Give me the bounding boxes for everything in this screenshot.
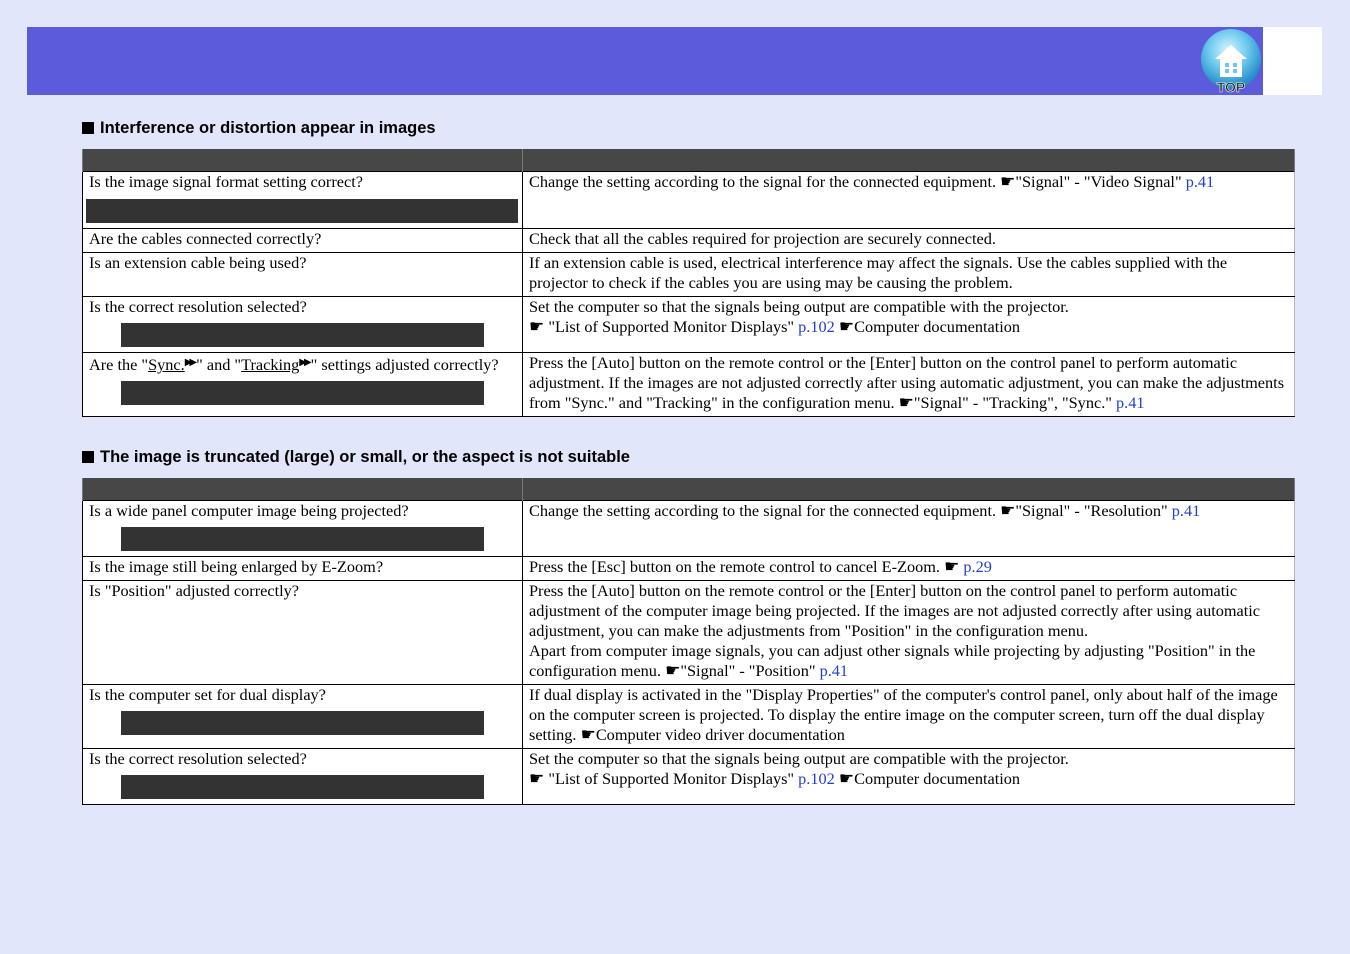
remedy-text: Change the setting according to the signal for the connected equipment. — [529, 501, 1001, 520]
table-row — [83, 501, 1295, 557]
remedy-text: Press the [Auto] button on the remote control or the [Enter] button on the control panel to perform automatic adjustment of the computer image being projected. If the images are not adjusted correctly after using automatic adjustment, you can make the adjustments from "Position" in the configuration menu. — [529, 581, 1261, 640]
hand-pointer-icon: ☛ — [1000, 172, 1016, 191]
redacted-bar — [121, 527, 484, 551]
hand-pointer-icon: ☛ — [944, 557, 960, 576]
redacted-bar — [121, 323, 484, 347]
table-row — [83, 581, 1295, 685]
table-row — [83, 297, 1295, 353]
glossary-arrow-icon: ▶▶ — [184, 357, 195, 368]
troubleshooting-table — [82, 478, 1295, 805]
glossary-link-sync[interactable]: Sync. — [148, 355, 185, 374]
page-link[interactable]: p.41 — [1115, 393, 1145, 412]
check-text: Are the "Sync.▶▶ " and "Tracking▶▶ " settings adjusted correctly? — [89, 355, 499, 374]
table-row — [83, 172, 1295, 229]
check-text: Is an extension cable being used? — [89, 253, 307, 272]
hand-pointer-icon: ☛ — [529, 769, 545, 788]
table-row — [83, 353, 1295, 417]
check-text: Is the correct resolution selected? — [89, 749, 307, 768]
remedy-ref: "Signal" - "Video Signal" — [1015, 172, 1186, 191]
remedy-text: Press the [Esc] button on the remote control to cancel E-Zoom. — [529, 557, 945, 576]
remedy-text: Press the [Auto] button on the remote control or the [Enter] button on the control panel to perform automatic adjustment. If the images are not adjusted correctly after using automatic adjustment, you can make the adjustments from "Sync." and "Tracking" in the configuration menu. — [529, 353, 1285, 412]
troubleshooting-table — [82, 149, 1295, 417]
remedy-ref: Computer documentation — [854, 317, 1021, 336]
header-banner — [27, 27, 1263, 95]
glossary-link-tracking[interactable]: Tracking — [241, 355, 300, 374]
redacted-bar — [86, 199, 518, 223]
section-title: Interference or distortion appear in images — [82, 119, 436, 138]
redacted-bar — [121, 775, 484, 799]
remedy-ref: "List of Supported Monitor Displays" — [544, 317, 799, 336]
table-header-row — [83, 478, 1295, 501]
redacted-bar — [121, 711, 484, 735]
redacted-bar — [121, 381, 484, 405]
remedy-ref: Computer video driver documentation — [595, 725, 845, 744]
check-text: Is a wide panel computer image being projected? — [89, 501, 409, 520]
hand-pointer-icon: ☛ — [1000, 501, 1016, 520]
remedy-text: If an extension cable is used, electrical interference may affect the signals. Use the cables supplied with the projector to check if the cables you are using may be causing the problem. — [529, 253, 1228, 292]
remedy-text: Apart from computer image signals, you can adjust other signals while projecting by adjusting "Position" in the configuration menu. — [529, 641, 1256, 680]
remedy-text: Check that all the cables required for projection are securely connected. — [529, 229, 996, 248]
page-link[interactable]: p.41 — [1171, 501, 1201, 520]
check-text: Is "Position" adjusted correctly? — [89, 581, 299, 600]
house-icon — [1200, 29, 1264, 93]
header-page-area — [1263, 27, 1322, 95]
remedy-text: If dual display is activated in the "Display Properties" of the computer's control panel, only about half of the image on the computer screen is projected. To display the entire image on the computer screen, turn off the dual display setting. — [529, 685, 1278, 744]
remedy-ref: "Signal" - "Tracking", "Sync." — [913, 393, 1116, 412]
section-title: The image is truncated (large) or small, or the aspect is not suitable — [82, 448, 630, 467]
page-link[interactable]: p.41 — [819, 661, 849, 680]
table-row — [83, 557, 1295, 581]
remedy-text: Set the computer so that the signals being output are compatible with the projector. — [529, 297, 1069, 316]
remedy-ref: Computer documentation — [854, 769, 1021, 788]
table-row — [83, 253, 1295, 297]
table-row — [83, 685, 1295, 749]
top-button[interactable] — [1200, 29, 1264, 93]
hand-pointer-icon: ☛ — [898, 393, 914, 412]
page-link[interactable]: p.102 — [798, 317, 835, 336]
table-header-row — [83, 149, 1295, 172]
hand-pointer-icon: ☛ — [580, 725, 596, 744]
page-link[interactable]: p.102 — [798, 769, 835, 788]
hand-pointer-icon: ☛ — [529, 317, 545, 336]
remedy-ref: "Signal" - "Position" — [680, 661, 820, 680]
square-bullet-icon — [82, 451, 94, 463]
check-text: Is the correct resolution selected? — [89, 297, 307, 316]
page-link[interactable]: p.41 — [1185, 172, 1215, 191]
page-link[interactable]: p.29 — [963, 557, 992, 576]
remedy-ref: "List of Supported Monitor Displays" — [544, 769, 799, 788]
square-bullet-icon — [82, 122, 94, 134]
remedy-text: Set the computer so that the signals being output are compatible with the projector. — [529, 749, 1069, 768]
check-text: Is the image still being enlarged by E-Zoom? — [89, 557, 384, 576]
remedy-ref: "Signal" - "Resolution" — [1015, 501, 1172, 520]
glossary-arrow-icon: ▶▶ — [299, 357, 309, 368]
check-text: Are the cables connected correctly? — [89, 229, 322, 248]
remedy-text: Change the setting according to the signal for the connected equipment. — [529, 172, 1001, 191]
hand-pointer-icon: ☛ — [665, 661, 681, 680]
top-label: TOP — [1216, 79, 1246, 93]
hand-pointer-icon: ☛ — [838, 317, 855, 336]
table-row — [83, 749, 1295, 805]
table-row — [83, 229, 1295, 253]
check-text: Is the image signal format setting correct? — [89, 172, 363, 191]
hand-pointer-icon: ☛ — [838, 769, 855, 788]
check-text: Is the computer set for dual display? — [89, 685, 326, 704]
